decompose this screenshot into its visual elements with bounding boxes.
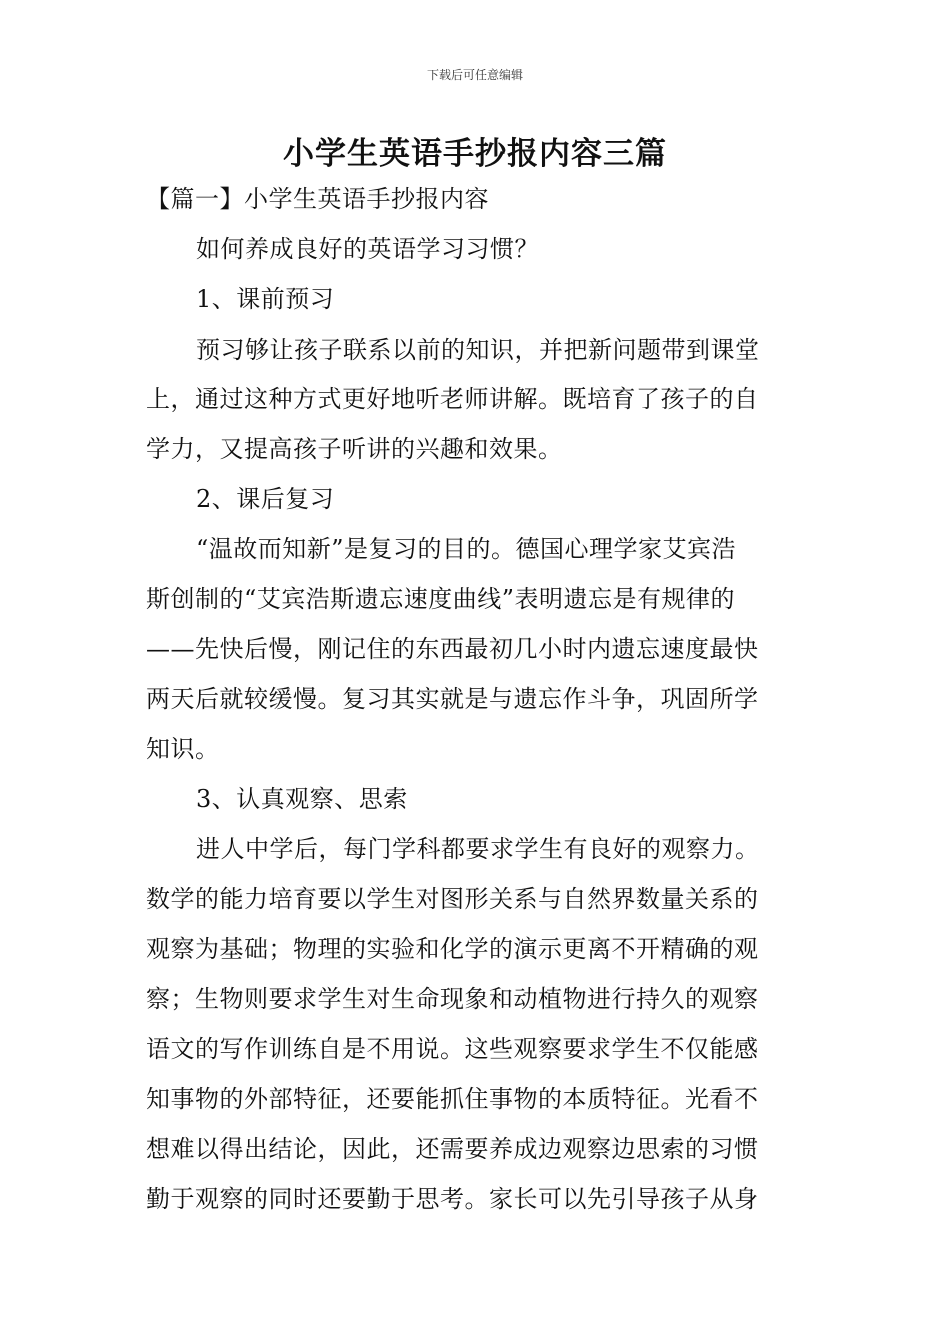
paragraph-line: “温故而知新”是复习的目的。德国心理学家艾宾浩 [196,535,737,563]
section-heading: 【篇一】小学生英语手抄报内容 [146,185,489,213]
paragraph-line: 察；生物则要求学生对生命现象和动植物进行持久的观察 [146,985,759,1013]
paragraph-line: 知事物的外部特征，还要能抓住事物的本质特征。光看不 [146,1085,759,1113]
paragraph-line: 进人中学后，每门学科都要求学生有良好的观察力。 [196,835,760,863]
subheading: 3、认真观察、思索 [196,785,408,813]
paragraph-line: 预习够让孩子联系以前的知识，并把新问题带到课堂 [196,336,760,364]
header-note: 下载后可任意编辑 [426,68,523,82]
paragraph-line: 语文的写作训练自是不用说。这些观察要求学生不仅能感 [146,1035,759,1063]
paragraph-line: 斯创制的“艾宾浩斯遗忘速度曲线”表明遗忘是有规律的 [146,585,736,613]
page-title: 小学生英语手抄报内容三篇 [283,136,667,172]
paragraph-line: 想难以得出结论，因此，还需要养成边观察边思索的习惯 [146,1135,759,1163]
paragraph-line: 上，通过这种方式更好地听老师讲解。既培育了孩子的自 [146,385,759,413]
paragraph-line: 如何养成良好的英语学习习惯？ [196,235,539,263]
paragraph-line: 观察为基础；物理的实验和化学的演示更离不开精确的观 [146,935,759,963]
paragraph-line: 两天后就较缓慢。复习其实就是与遗忘作斗争，巩固所学 [146,685,759,713]
paragraph-line: 数学的能力培育要以学生对图形关系与自然界数量关系的 [146,885,759,913]
paragraph-line: 勤于观察的同时还要勤于思考。家长可以先引导孩子从身 [146,1185,759,1213]
subheading: 1、课前预习 [196,285,335,313]
paragraph-line: 学力，又提高孩子听讲的兴趣和效果。 [146,435,563,463]
paragraph-line: 知识。 [146,735,220,763]
paragraph-line: ——先快后慢，刚记住的东西最初几小时内遗忘速度最快 [146,635,759,663]
subheading: 2、课后复习 [196,485,335,513]
